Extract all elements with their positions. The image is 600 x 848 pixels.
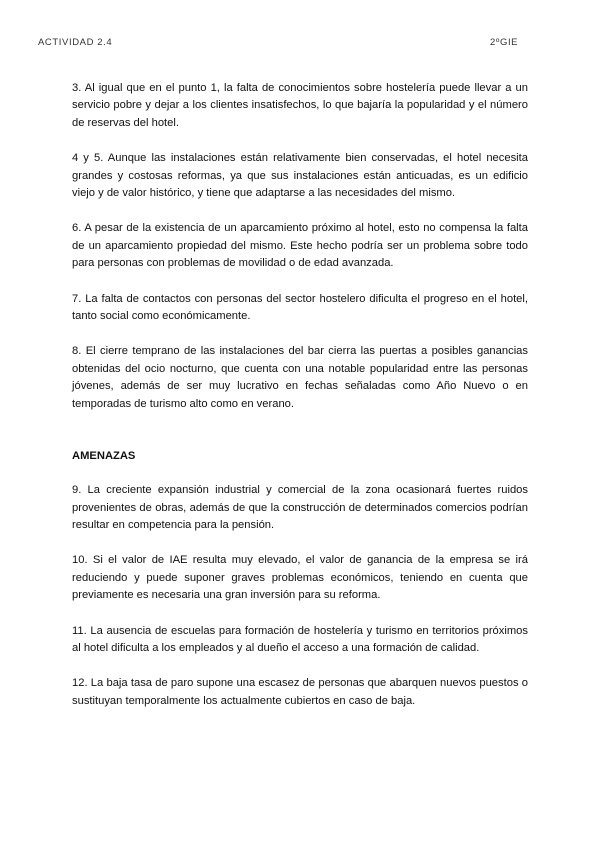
paragraph-item-3: 3. Al igual que en el punto 1, la falta de conocimientos sobre hostelería puede llevar a un servicio pobre y dejar a los clientes insatisfechos, lo que bajaría la popularidad y el número de reservas del hotel. — [72, 82, 528, 129]
paragraph-item-12: 12. La baja tasa de paro supone una escasez de personas que abarquen nuevos puestos o sustituyan temporalmente los actualmente cubiertos en caso de baja. — [72, 677, 528, 707]
document-body — [72, 80, 528, 728]
page-header-activity: ACTIVIDAD 2.4 — [38, 37, 113, 48]
section-title-amenazas: AMENAZAS — [72, 450, 136, 463]
paragraph-item-9: 9. La creciente expansión industrial y comercial de la zona ocasionará fuertes ruidos provenientes de obras, además de que la construcción de determinados comercios podrían resultar en competencia para la pensión. — [72, 484, 528, 531]
paragraph-item-10: 10. Si el valor de IAE resulta muy elevado, el valor de ganancia de la empresa se irá reduciendo y puede suponer graves problemas económicos, teniendo en cuenta que previamente es necesaria una gran inversión para su reforma. — [72, 554, 528, 602]
page-header-course: 2ºGIE — [490, 37, 519, 48]
paragraph-item-4-5: 4 y 5. Aunque las instalaciones están relativamente bien conservadas, el hotel necesita grandes y costosas reformas, ya que sus instalaciones están anticuadas, es un edificio viejo y de valor histórico, y tiene que adaptarse a las necesidades del mismo. — [72, 152, 528, 200]
paragraph-item-8: 8. El cierre temprano de las instalaciones del bar cierra las puertas a posibles ganancias obtenidas del ocio nocturno, que cuenta con una notable popularidad entre las personas jóvenes, además de ser muy lucrativo en fechas señaladas como Año Nuevo o en temporadas de turismo alto como en verano. — [72, 345, 528, 410]
paragraph-item-7: 7. La falta de contactos con personas del sector hostelero dificulta el progreso en el hotel, tanto social como económicamente. — [72, 292, 528, 323]
paragraph-item-11: 11. La ausencia de escuelas para formación de hostelería y turismo en territorios próximos al hotel dificulta a los empleados y al dueño el acceso a una formación de calidad. — [72, 624, 528, 654]
paragraph-item-6: 6. A pesar de la existencia de un aparcamiento próximo al hotel, esto no compensa la falta de un aparcamiento propiedad del mismo. Este hecho podría ser un problema sobre todo para personas con problemas de movilidad o de edad avanzada. — [72, 222, 528, 270]
